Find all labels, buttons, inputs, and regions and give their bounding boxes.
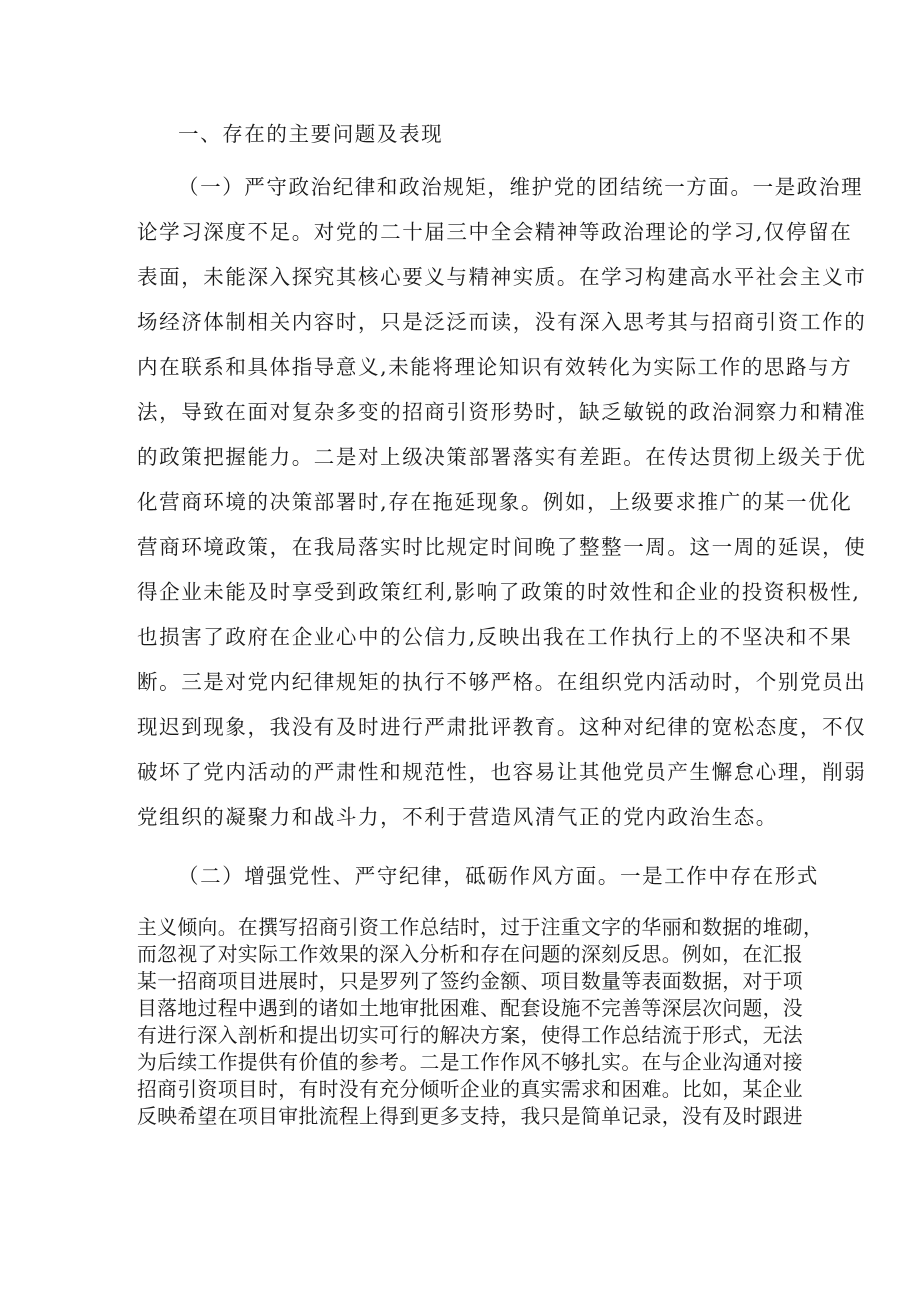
paragraph-line: 内在联系和具体指导意义,未能将理论知识有效转化为实际工作的思路与方: [137, 355, 853, 379]
paragraph-line: 某一招商项目进展时，只是罗列了签约金额、项目数量等表面数据，对于项: [137, 970, 803, 993]
paragraph-line: 场经济体制相关内容时，只是泛泛而读，没有深入思考其与招商引资工作的: [137, 310, 867, 334]
section-heading: 一、存在的主要问题及表现: [178, 122, 444, 146]
paragraph-line: （一）严守政治纪律和政治规矩，维护党的团结统一方面。一是政治理: [178, 175, 864, 199]
paragraph-line: 有进行深入剖析和提出切实可行的解决方案，使得工作总结流于形式，无法: [137, 1024, 803, 1047]
paragraph-line: 营商环境政策，在我局落实时比规定时间晚了整整一周。这一周的延误，使: [137, 535, 867, 559]
paragraph-line: 断。三是对党内纪律规矩的执行不够严格。在组织党内活动时，个别党员出: [137, 670, 867, 694]
paragraph-line: 而忽视了对实际工作效果的深入分析和存在问题的深刻反思。例如，在汇报: [137, 943, 803, 966]
paragraph-line: 表面，未能深入探究其核心要义与精神实质。在学习构建高水平社会主义市: [137, 265, 867, 289]
paragraph-line: 目落地过程中遇到的诸如土地审批困难、配套设施不完善等深层次问题，没: [137, 997, 803, 1020]
paragraph-line: 主义倾向。在撰写招商引资工作总结时，过于注重文字的华丽和数据的堆砌，: [137, 916, 824, 939]
paragraph-line: 论学习深度不足。对党的二十届三中全会精神等政治理论的学习,仅停留在: [137, 220, 853, 244]
paragraph-line: 破坏了党内活动的严肃性和规范性，也容易让其他党员产生懈怠心理，削弱: [137, 760, 867, 784]
paragraph-line: 法，导致在面对复杂多变的招商引资形势时，缺乏敏锐的政治洞察力和精准: [137, 400, 867, 424]
paragraph-line: 反映希望在项目审批流程上得到更多支持，我只是简单记录，没有及时跟进: [137, 1105, 803, 1128]
paragraph-line: 化营商环境的决策部署时,存在拖延现象。例如，上级要求推广的某一优化: [137, 490, 853, 514]
section2-heading: （二）增强党性、严守纪律，砥砺作风方面。一是工作中存在形式: [178, 864, 819, 888]
paragraph-line: 的政策把握能力。二是对上级决策部署落实有差距。在传达贯彻上级关于优: [137, 445, 867, 469]
paragraph-line: 招商引资项目时，有时没有充分倾听企业的真实需求和困难。比如，某企业: [137, 1078, 803, 1101]
paragraph-line: 得企业未能及时享受到政策红利,影响了政策的时效性和企业的投资积极性,: [137, 580, 861, 604]
paragraph-line: 也损害了政府在企业心中的公信力,反映出我在工作执行上的不坚决和不果: [137, 625, 853, 649]
paragraph-line: 现迟到现象，我没有及时进行严肃批评教育。这种对纪律的宽松态度，不仅: [137, 715, 867, 739]
paragraph-line: 为后续工作提供有价值的参考。二是工作作风不够扎实。在与企业沟通对接: [137, 1051, 803, 1074]
paragraph-line: 党组织的凝聚力和战斗力，不利于营造风清气正的党内政治生态。: [137, 805, 778, 829]
